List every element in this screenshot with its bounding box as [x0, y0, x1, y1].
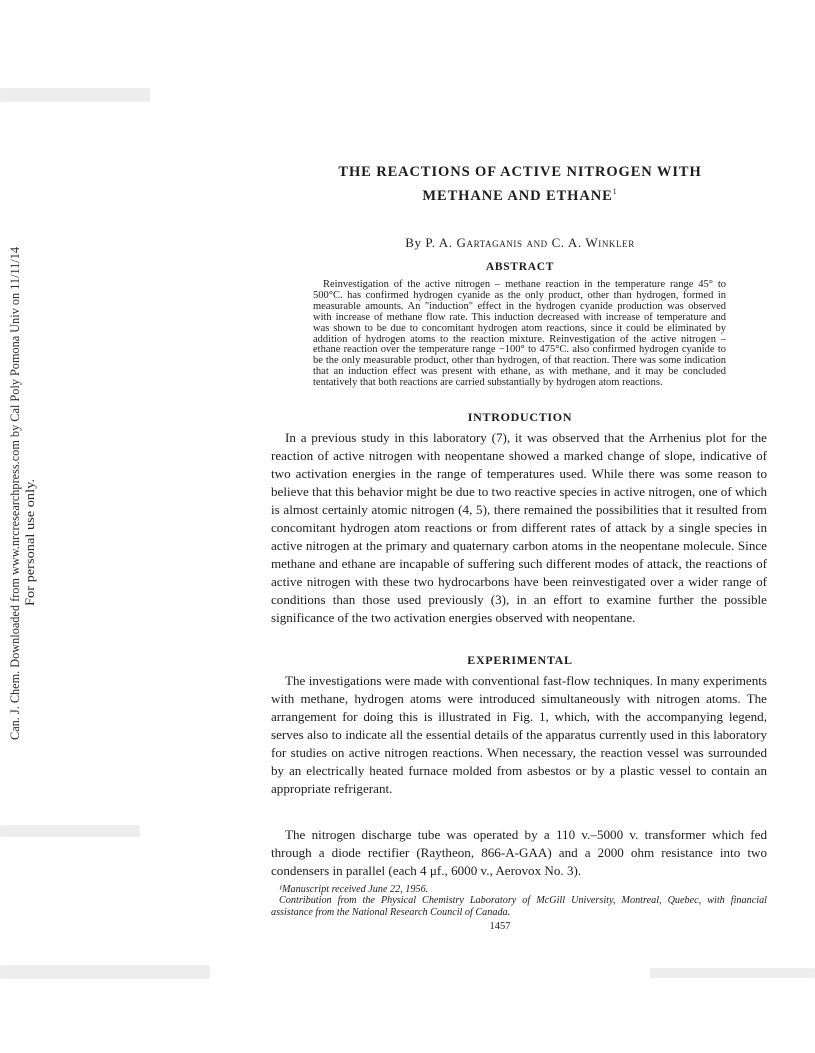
experimental-heading: EXPERIMENTAL: [467, 653, 573, 667]
page-number: 1457: [489, 921, 511, 932]
download-side-note: [2, 234, 42, 741]
title-line-1: THE REACTIONS OF ACTIVE NITROGEN WITH: [338, 164, 702, 180]
title-line-2: METHANE AND ETHANE: [422, 187, 613, 204]
scan-speckle: [0, 965, 210, 979]
author-line: [280, 235, 760, 251]
author-1: P. A. Gartaganis: [425, 235, 523, 250]
footnote-manuscript: ¹Manuscript received June 22, 1956.: [279, 884, 429, 895]
experimental-paragraph-1: The investigations were made with conventional fast-flow techniques. In many experiments with methane, hydrogen atoms were introduced simultaneously with nitrogen atoms. The arrangement for doing this is illustrated in Fig. 1, which, with the accompanying legend, serves also to indicate all the essential details of the apparatus currently used in this laboratory for studies on active nitrogen reactions. When necessary, the reaction vessel was surrounded by an electrically heated furnace molded from asbestos or by a plastic vessel to contain an appropriate refrigerant.: [271, 673, 767, 796]
title-footnote-mark: 1: [612, 187, 618, 196]
author-2: C. A. Winkler: [551, 235, 635, 250]
author-by: By: [405, 235, 422, 250]
footnotes: [271, 884, 767, 918]
experimental-paragraph-2: The nitrogen discharge tube was operated by a 110 v.–5000 v. transformer which fed through a diode rectifier (Raytheon, 866-A-GAA) and a 2000 ohm resistance into two condensers in parallel (each 4 μf., 6000 v., Aerovox No. 3).: [271, 827, 767, 878]
introduction-text: In a previous study in this laboratory (7), it was observed that the Arrhenius plot for the reaction of active nitrogen with neopentane showed a marked change of slope, indicative of two activation energies in the range of temperatures used. While there was some reason to believe that this behavior might be due to two reactive species in active nitrogen, one of which is almost certainly atomic nitrogen (4, 5), there remained the possibilities that it resulted from concomitant hydrogen atom reactions or from different rates of attack by a single species in active nitrogen at the primary and quaternary carbon atoms in the neopentane molecule. Since methane and ethane are incapable of suffering such different modes of attack, the reactions of active nitrogen with these two hydrocarbons have been reinvestigated over a wider range of conditions than those used previously (3), in an effort to examine further the possible significance of the two activation energies observed with neopentane.: [271, 430, 767, 625]
abstract-heading: ABSTRACT: [485, 261, 555, 273]
author-and: and: [526, 235, 548, 250]
footnote-contribution: Contribution from the Physical Chemistry Laboratory of McGill University, Montreal, Quebec, with financial assistance from the National Research Council of Canada.: [271, 895, 767, 918]
scan-speckle: [0, 825, 140, 837]
paper-title: [280, 162, 760, 206]
side-note-line-1: Can. J. Chem. Downloaded from www.nrcresearchpress.com by Cal Poly Pomona Univ on 11/11/14: [8, 234, 22, 740]
scan-speckle: [0, 88, 150, 102]
abstract-text: Reinvestigation of the active nitrogen – methane reaction in the temperature range 45° to 500°C. has confirmed hydrogen cyanide as the only product, other than hydrogen, formed in measurable amounts. An "induction" effect in the hydrogen cyanide production was observed with increase of methane flow rate. This induction decreased with increase of temperature and was shown to be due to concomitant hydrogen atom reactions, since it could be eliminated by addition of hydrogen atoms to the reaction mixture. Reinvestigation of the active nitrogen – ethane reaction over the temperature range −100° to 475°C. also confirmed hydrogen cyanide to be the only measurable product, other than hydrogen, of that reaction. There was some indication that an induction effect was present with ethane, as with methane, and it may be concluded tentatively that both reactions are carried substantially by hydrogen atom reactions.: [313, 279, 726, 389]
scan-speckle: [650, 968, 815, 978]
introduction-heading: INTRODUCTION: [467, 410, 573, 424]
side-note-line-2: For personal use only.: [23, 494, 37, 606]
